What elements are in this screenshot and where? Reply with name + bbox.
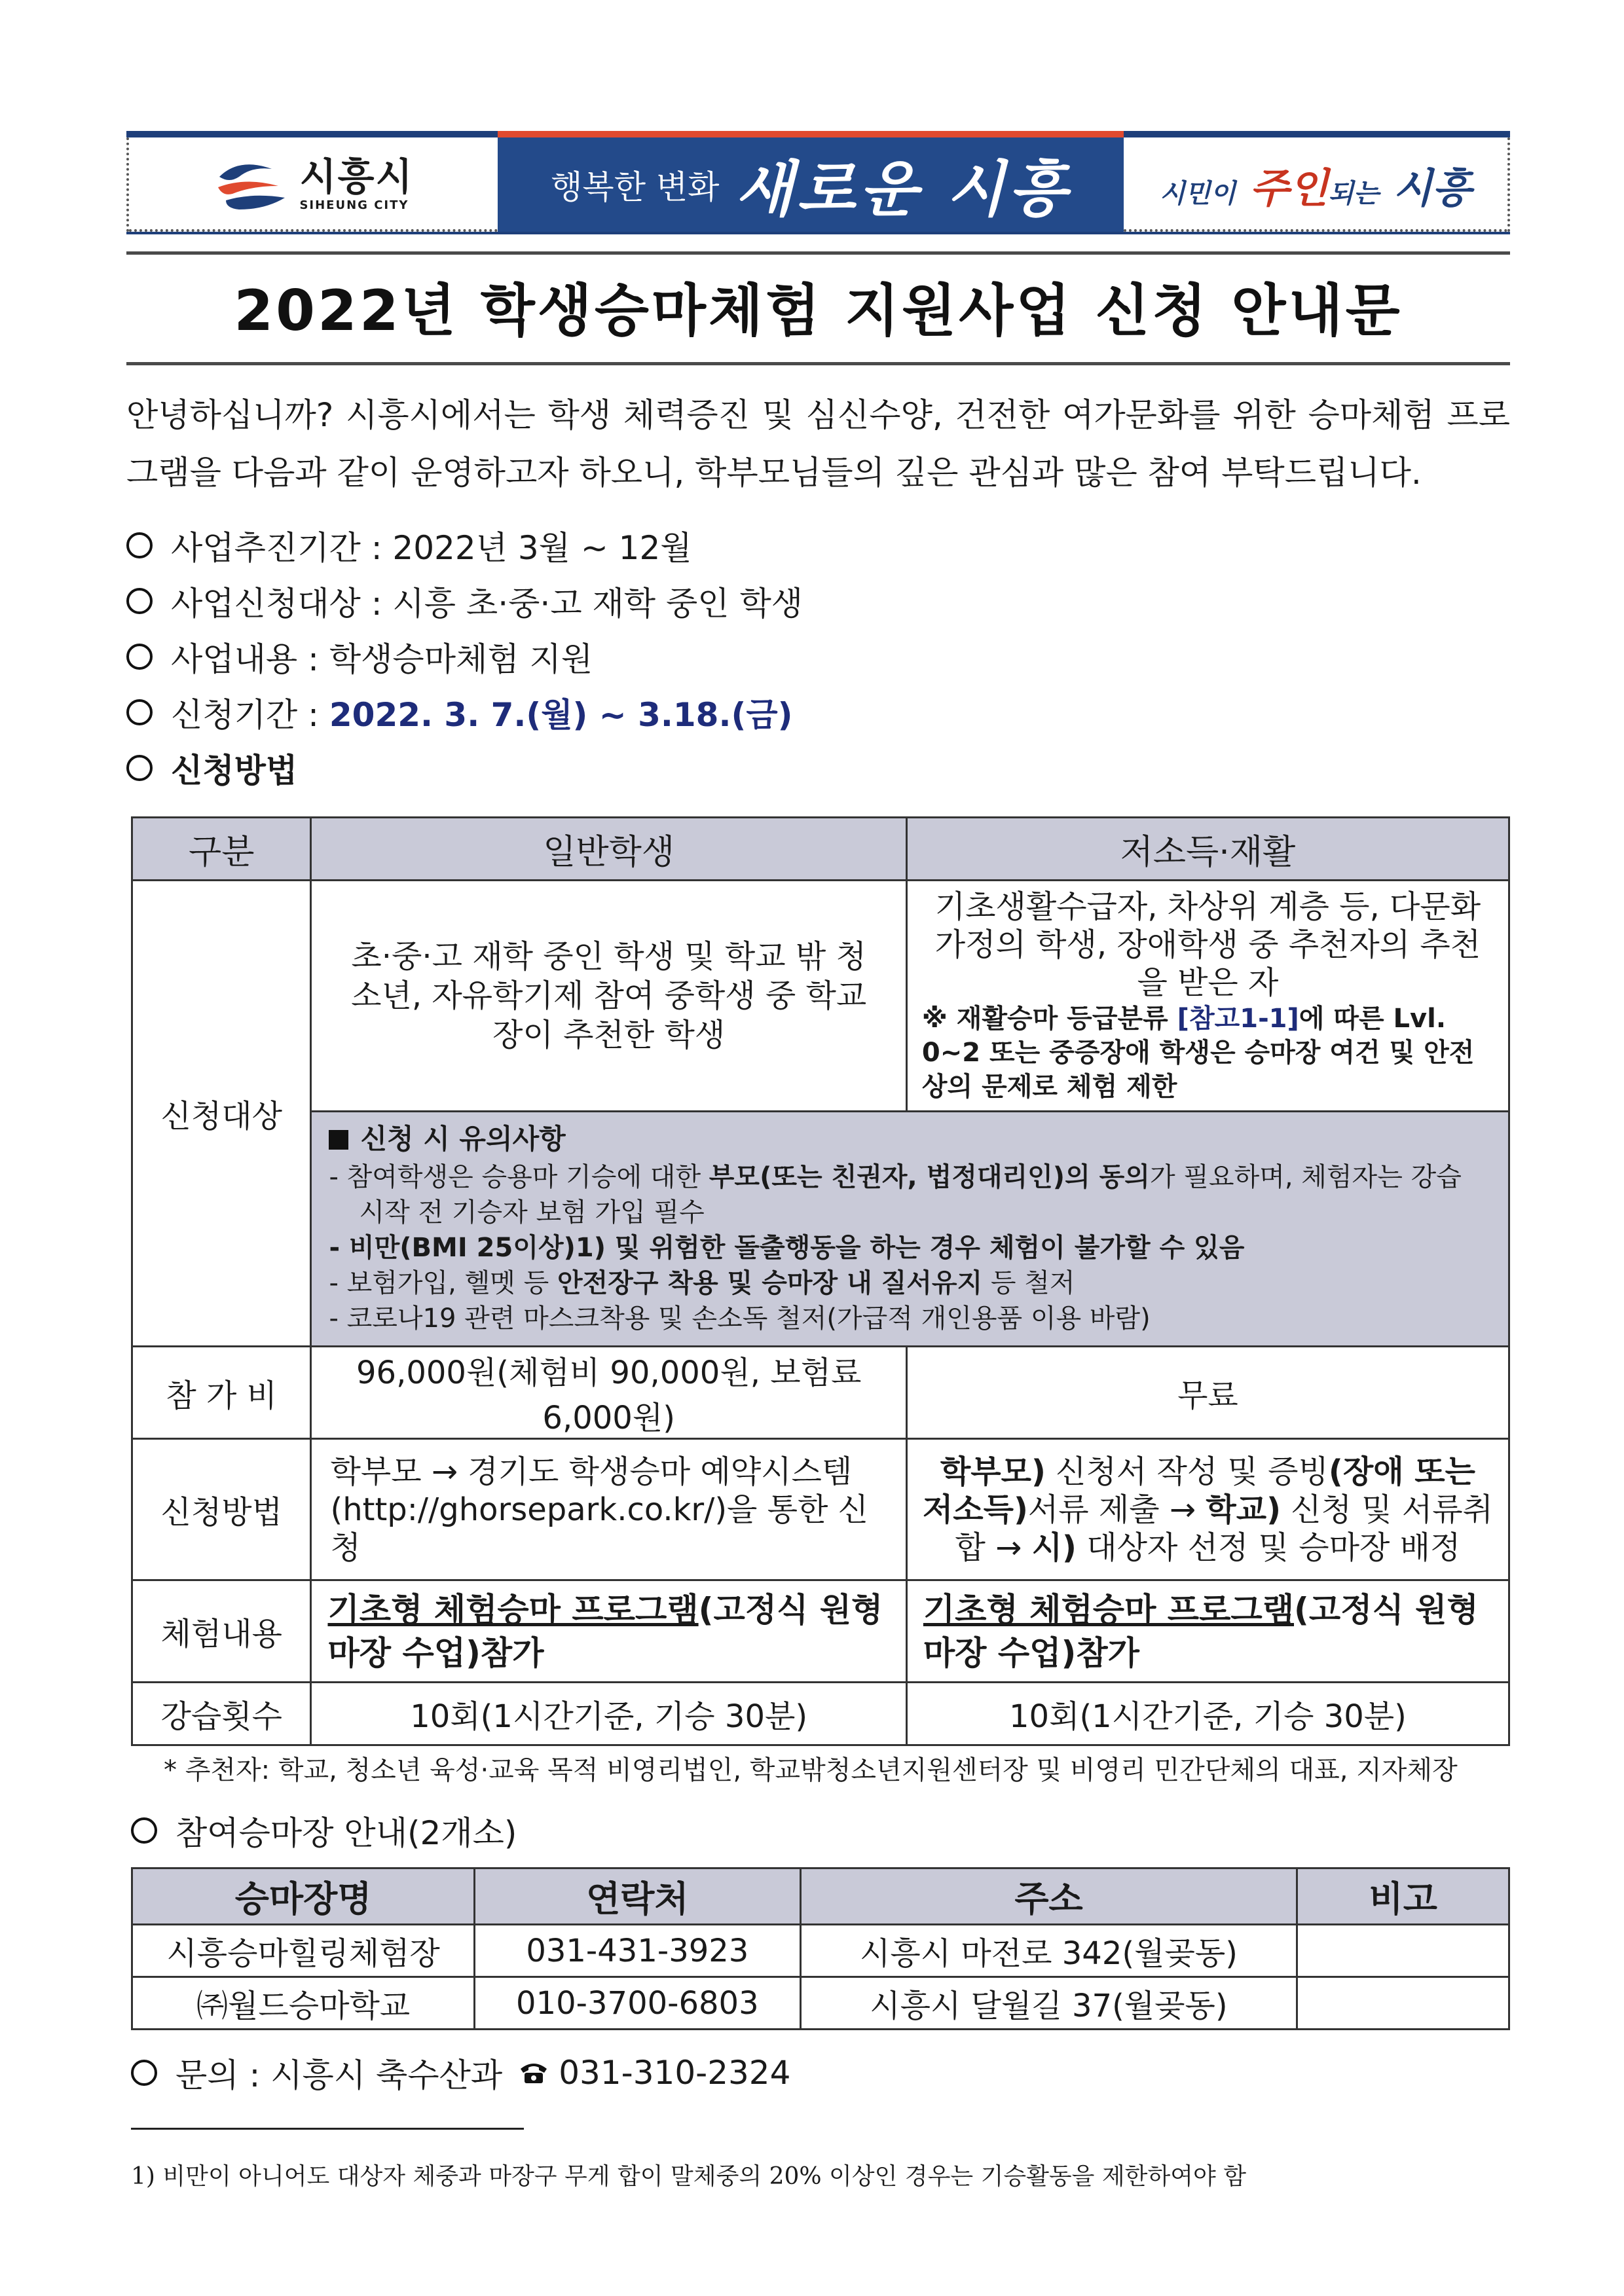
banner-right-slogan xyxy=(1124,137,1510,232)
header-banner xyxy=(126,131,1510,234)
application-table xyxy=(131,816,1510,1746)
table-row xyxy=(132,1868,1509,1925)
circle-bullet-icon xyxy=(126,644,153,670)
circle-bullet-icon xyxy=(131,2060,157,2086)
title-rule-bottom xyxy=(126,362,1510,365)
place-remark xyxy=(1297,1977,1509,2030)
exp-general: 기초형 체험승마 프로그램(고정식 원형마장 수업)참가 xyxy=(311,1580,906,1683)
right-slogan-4: 시흥 xyxy=(1393,164,1471,212)
circle-bullet-icon xyxy=(126,588,153,614)
table-header: 승마장명 xyxy=(132,1868,475,1925)
intro-paragraph: 안녕하십니까? 시흥시에서는 학생 체력증진 및 심신수양, 건전한 여가문화를 위한 승마체험 프로그램을 다음과 같이 운영하고자 하오니, 학부모님들의 깊은 관심과 많은 참여 부탁드립니다. xyxy=(126,396,1510,492)
table-row xyxy=(132,1925,1509,1977)
right-slogan-2: 주인 xyxy=(1249,164,1329,212)
caution-item: - 보험가입, 헬멧 등 안전장구 착용 및 승마장 내 질서유지 등 철저 xyxy=(329,1268,1075,1298)
circle-bullet-icon xyxy=(126,699,153,725)
list-item: 사업신청대상 : 시흥 초·중·고 재학 중인 학생 xyxy=(126,573,1510,629)
place-address: 시흥시 달월길 37(월곶동) xyxy=(800,1977,1297,2030)
caution-item: - 참여학생은 승용마 기승에 대한 부모(또는 친권자, 법정대리인)의 동의가 필요하며, 체험자는 강습 xyxy=(329,1162,1462,1192)
recommender-note: * 추천자: 학교, 청소년 육성·교육 목적 비영리법인, 학교밖청소년지원센터장 및 비영리 민간단체의 대표, 지자체장 xyxy=(164,1755,1458,1785)
place-phone: 031-431-3923 xyxy=(475,1925,800,1977)
footnote: 1) 비만이 아니어도 대상자 체중과 마장구 무게 합이 말체중의 20% 이상인 경우는 기승활동을 제한하여야 함 xyxy=(131,2163,1246,2190)
table-header: 주소 xyxy=(800,1868,1297,1925)
table-header: 저소득·재활 xyxy=(906,818,1509,881)
logo-city: SIHEUNG CITY xyxy=(299,198,409,212)
row-label: 신청방법 xyxy=(132,1439,311,1580)
table-header: 연락처 xyxy=(475,1868,800,1925)
low-income-target: 기초생활수급자, 차상위 계층 등, 다문화 가정의 학생, 장애학생 중 추천자의 추천을 받은 자 ※ 재활승마 등급분류 [참고1-1]에 따른 Lvl. 0~2 또는 중증장애 학생은 승마장 여건 및 안전상의 문제로 체험 제한 xyxy=(906,881,1509,1112)
circle-bullet-icon xyxy=(126,755,153,781)
table-row xyxy=(132,1347,1509,1439)
places-label: 참여승마장 안내(2개소) xyxy=(131,1807,517,1854)
row-label: 체험내용 xyxy=(132,1580,311,1683)
place-phone: 010-3700-6803 xyxy=(475,1977,800,2030)
table-row xyxy=(132,1580,1509,1683)
info-list xyxy=(126,517,1510,795)
fee-general: 96,000원(체험비 90,000원, 보험료 6,000원) xyxy=(311,1347,906,1439)
phone-icon xyxy=(518,2060,549,2086)
circle-bullet-icon xyxy=(126,532,153,558)
list-item: 사업추진기간 : 2022년 3월 ~ 12월 xyxy=(126,517,1510,573)
rehab-note: ※ 재활승마 등급분류 [참고1-1]에 따른 Lvl. 0~2 또는 중증장애 학생은 승마장 여건 및 안전상의 문제로 체험 제한 xyxy=(921,1004,1475,1102)
place-address: 시흥시 마전로 342(월곶동) xyxy=(800,1925,1297,1977)
table-header: 비고 xyxy=(1297,1868,1509,1925)
caution-item: - 비만(BMI 25이상)1) 및 위험한 돌출행동을 하는 경우 체험이 불가할 수 있음 xyxy=(329,1233,1245,1263)
method-general: 학부모 → 경기도 학생승마 예약시스템 (http://ghorsepark.co.kr/)을 통한 신청 xyxy=(311,1439,906,1580)
general-target: 초·중·고 재학 중인 학생 및 학교 밖 청소년, 자유학기제 참여 중학생 중 학교장이 추천한 학생 xyxy=(311,881,906,1112)
list-item: 신청기간 : 2022. 3. 7.(월) ~ 3.18.(금) xyxy=(126,684,1510,740)
page-title: 2022년 학생승마체험 지원사업 신청 안내문 xyxy=(234,278,1403,344)
row-label: 신청대상 xyxy=(132,881,311,1347)
slogan-big: 새로운 시흥 xyxy=(735,154,1071,225)
circle-bullet-icon xyxy=(131,1817,157,1844)
caution-item: - 코로나19 관련 마스크착용 및 손소독 철저(가급적 개인용품 이용 바람) xyxy=(329,1303,1151,1334)
right-slogan-3: 되는 xyxy=(1328,178,1379,209)
list-item: 신청방법 xyxy=(126,740,1510,795)
city-logo xyxy=(126,137,498,232)
apply-period: 2022. 3. 7.(월) ~ 3.18.(금) xyxy=(329,695,793,734)
title-rule-top xyxy=(126,251,1510,255)
right-slogan-1: 시민이 xyxy=(1160,178,1236,209)
table-row xyxy=(132,818,1509,881)
contact-phone: 031-310-2324 xyxy=(559,2054,791,2092)
caution-item: 시작 전 기승자 보험 가입 필수 xyxy=(359,1197,705,1228)
list-item: 사업내용 : 학생승마체험 지원 xyxy=(126,629,1510,684)
footnote-rule xyxy=(131,2128,524,2130)
caution-box: 신청 시 유의사항 - 참여학생은 승용마 기승에 대한 부모(또는 친권자, 법정대리인)의 동의가 필요하며, 체험자는 강습 시작 전 기승자 보험 가입 필수 - 비만(BMI 25이상)1) 및 위험한 돌출행동을 하는 경우 체험이 불가할 수 있음 - 보험가입, 헬멧 등 안전장구 착용 및 승마장 내 질서유지 등 철저 - 코로나19 관련 마스크착용 및 손소독 철저(가급적 개인용품 이용 바람) xyxy=(311,1112,1509,1347)
table-header: 구분 xyxy=(132,818,311,881)
place-name: 시흥승마힐링체험장 xyxy=(132,1925,475,1977)
place-remark xyxy=(1297,1925,1509,1977)
fee-low-income: 무료 xyxy=(906,1347,1509,1439)
table-row xyxy=(132,1683,1509,1745)
count-general: 10회(1시간기준, 기승 30분) xyxy=(311,1683,906,1745)
table-row xyxy=(132,1112,1509,1347)
table-header: 일반학생 xyxy=(311,818,906,881)
table-row xyxy=(132,1977,1509,2030)
logo-name: 시흥시 xyxy=(299,154,414,199)
place-name: ㈜월드승마학교 xyxy=(132,1977,475,2030)
row-label: 참 가 비 xyxy=(132,1347,311,1439)
banner-slogan xyxy=(498,131,1124,232)
method-low-income: 학부모) 신청서 작성 및 증빙(장애 또는 저소득)서류 제출 → 학교) 신청 및 서류취합 → 시) 대상자 선정 및 승마장 배정 xyxy=(906,1439,1509,1580)
siheung-logo-icon xyxy=(213,157,290,212)
contact-line: 문의 : 시흥시 축수산과 031-310-2324 xyxy=(131,2049,790,2096)
square-bullet-icon xyxy=(329,1130,348,1150)
table-row xyxy=(132,1439,1509,1580)
row-label: 강습횟수 xyxy=(132,1683,311,1745)
count-low-income: 10회(1시간기준, 기승 30분) xyxy=(906,1683,1509,1745)
slogan-small: 행복한 변화 xyxy=(551,168,720,206)
places-table xyxy=(131,1867,1510,2030)
table-row xyxy=(132,881,1509,1112)
exp-low-income: 기초형 체험승마 프로그램(고정식 원형마장 수업)참가 xyxy=(906,1580,1509,1683)
